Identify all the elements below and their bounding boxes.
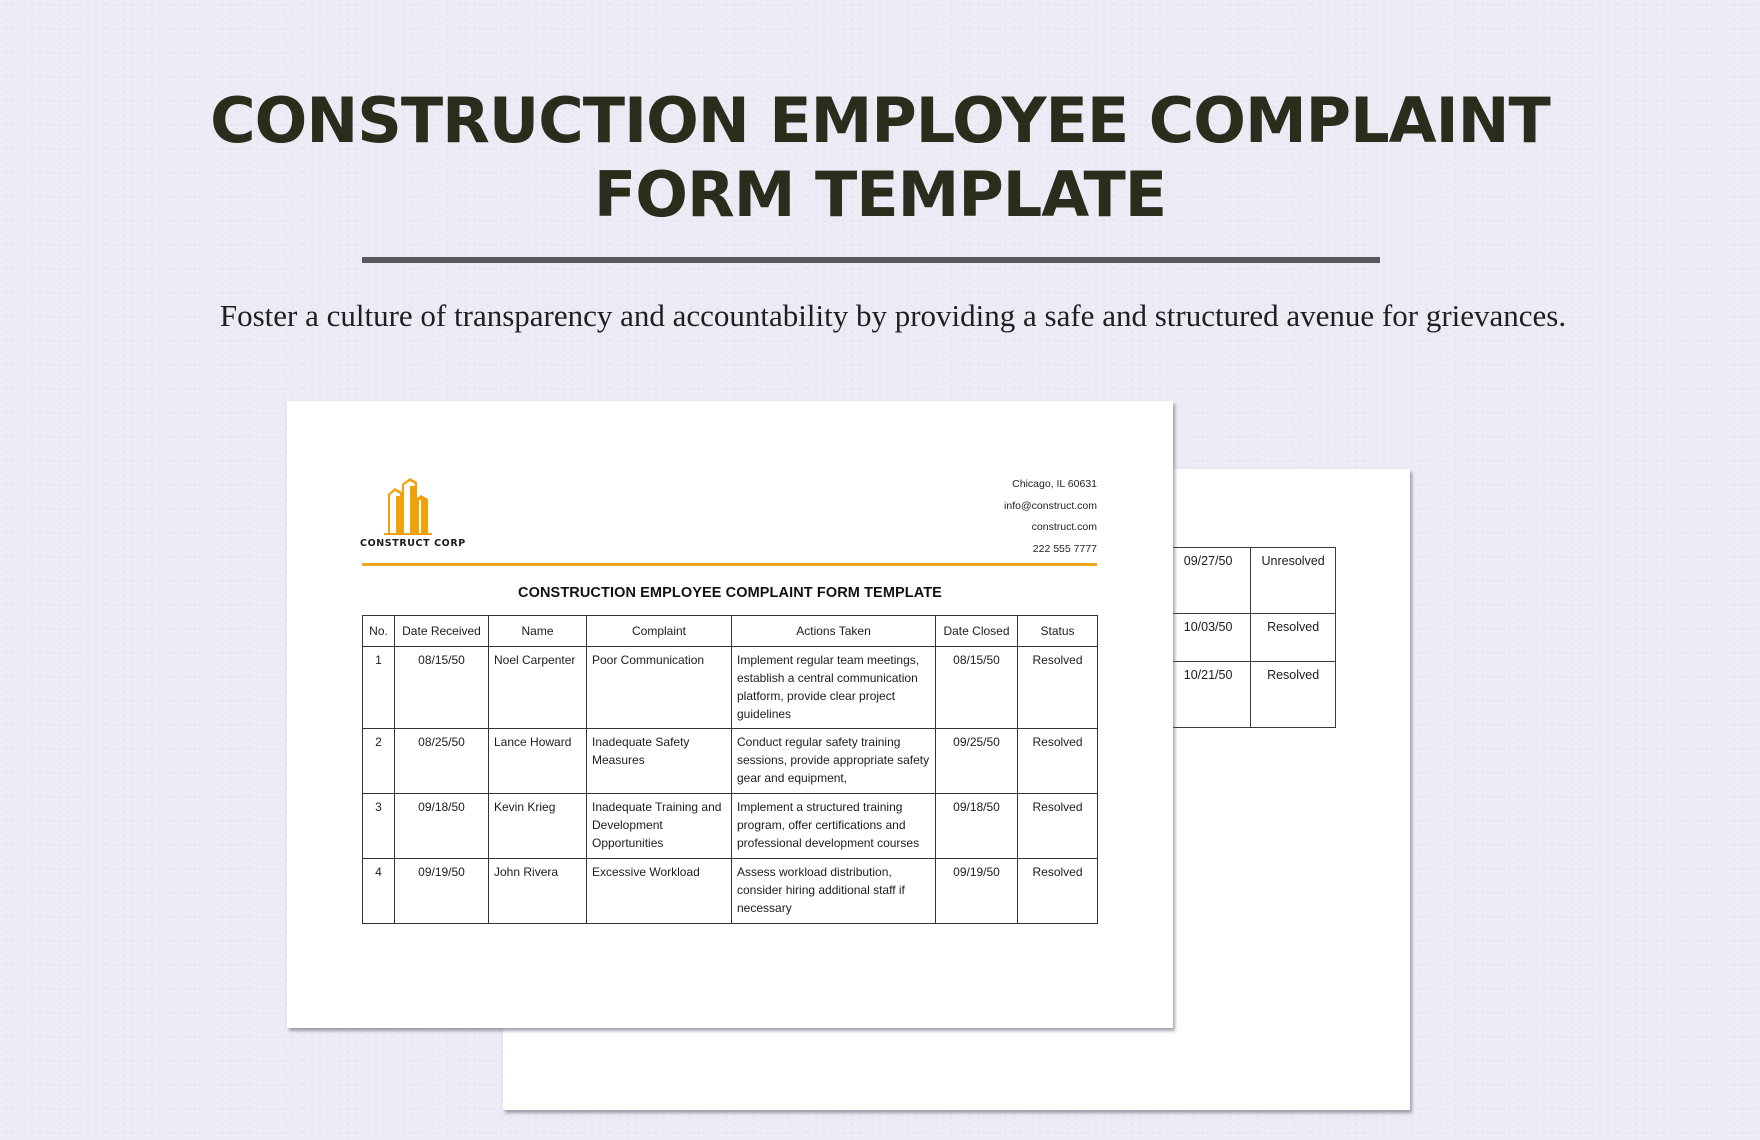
- actions-cell: Assess workload distribution, consider hiring additional staff if necessary: [732, 859, 936, 924]
- email: info@construct.com: [1004, 499, 1097, 512]
- actions-cell: Implement regular team meetings, establish a central communication platform, provide clear project guidelines: [732, 647, 936, 729]
- status-cell: Resolved: [1018, 794, 1098, 859]
- status-cell: Resolved: [1018, 859, 1098, 924]
- header-rule: [362, 563, 1097, 566]
- actions-cell: Implement a structured training program, offer certifications and professional development courses: [732, 794, 936, 859]
- header-status: Status: [1018, 616, 1098, 647]
- company-logo: [360, 474, 470, 554]
- header-date-received: Date Received: [395, 616, 489, 647]
- date-closed-cell: 09/25/50: [936, 729, 1018, 794]
- table-row: [1166, 614, 1336, 662]
- date-closed-cell: 09/19/50: [936, 859, 1018, 924]
- date-closed-cell: 10/03/50: [1166, 614, 1251, 662]
- complaints-table: [362, 615, 1098, 924]
- company-name: CONSTRUCT CORP: [360, 538, 466, 549]
- hero-subtitle: Foster a culture of transparency and accountability by providing a safe and structured avenue for grievances.: [219, 298, 1567, 333]
- table-row: [363, 647, 1098, 729]
- name-cell: Kevin Krieg: [489, 794, 587, 859]
- back-page-table: [1166, 547, 1336, 728]
- complaint-cell: Excessive Workload: [587, 859, 732, 924]
- address: Chicago, IL 60631: [1012, 478, 1097, 490]
- header-actions-taken: Actions Taken: [732, 616, 936, 647]
- table-row: [363, 859, 1098, 924]
- hero-title-line-2: FORM TEMPLATE: [593, 158, 1167, 231]
- name-cell: Noel Carpenter: [489, 647, 587, 729]
- header-no: No.: [363, 616, 395, 647]
- no-cell: 1: [363, 647, 395, 729]
- hero-divider: [362, 257, 1380, 263]
- buildings-icon: [384, 476, 434, 536]
- header-date-closed: Date Closed: [936, 616, 1018, 647]
- table-row: [1166, 662, 1336, 728]
- date-received-cell: 08/25/50: [395, 729, 489, 794]
- date-received-cell: 09/19/50: [395, 859, 489, 924]
- status-cell: Resolved: [1251, 614, 1336, 662]
- hero-title-line-1: CONSTRUCTION EMPLOYEE COMPLAINT: [210, 84, 1550, 157]
- date-received-cell: 09/18/50: [395, 794, 489, 859]
- date-closed-cell: 09/27/50: [1166, 548, 1251, 614]
- complaint-cell: Poor Communication: [587, 647, 732, 729]
- name-cell: John Rivera: [489, 859, 587, 924]
- date-received-cell: 08/15/50: [395, 647, 489, 729]
- date-closed-cell: 10/21/50: [1166, 662, 1251, 728]
- no-cell: 2: [363, 729, 395, 794]
- actions-cell: Conduct regular safety training sessions, provide appropriate safety gear and equipment,: [732, 729, 936, 794]
- hero-title: [0, 84, 1760, 232]
- status-cell: Resolved: [1018, 729, 1098, 794]
- complaint-cell: Inadequate Training and Development Opportunities: [587, 794, 732, 859]
- header-name: Name: [489, 616, 587, 647]
- table-header-row: [363, 616, 1098, 647]
- status-cell: Resolved: [1251, 662, 1336, 728]
- table-row: [1166, 548, 1336, 614]
- status-cell: Unresolved: [1251, 548, 1336, 614]
- no-cell: 4: [363, 859, 395, 924]
- phone: 222 555 7777: [1032, 542, 1097, 555]
- no-cell: 3: [363, 794, 395, 859]
- contact-block: [1004, 474, 1097, 560]
- date-closed-cell: 08/15/50: [936, 647, 1018, 729]
- table-row: [363, 729, 1098, 794]
- document-title: CONSTRUCTION EMPLOYEE COMPLAINT FORM TEMPLATE: [518, 585, 942, 601]
- website: construct.com: [1031, 521, 1097, 533]
- complaint-cell: Inadequate Safety Measures: [587, 729, 732, 794]
- date-closed-cell: 09/18/50: [936, 794, 1018, 859]
- status-cell: Resolved: [1018, 647, 1098, 729]
- table-row: [363, 794, 1098, 859]
- document-page-front: [287, 401, 1173, 1028]
- header-complaint: Complaint: [587, 616, 732, 647]
- name-cell: Lance Howard: [489, 729, 587, 794]
